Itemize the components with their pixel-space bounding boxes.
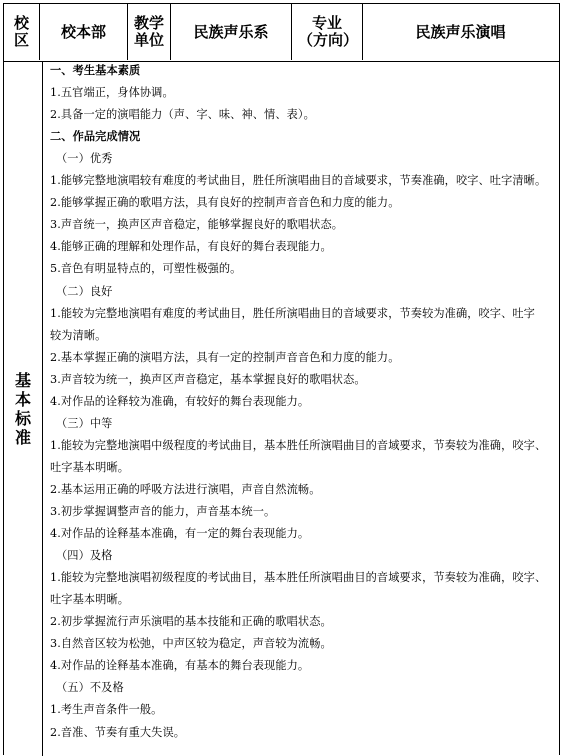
side-label-cell — [4, 62, 43, 756]
criteria-line: 吐字基本明晰。 — [50, 593, 130, 607]
criteria-line: 2.基本运用正确的呼吸方法进行演唱，声音自然流畅。 — [50, 482, 321, 496]
criteria-line: 2.能够掌握正确的歌唱方法，具有良好的控制声音音色和力度的能力。 — [50, 196, 400, 210]
criteria-line: 3.声音较为统一，换声区声音稳定，基本掌握良好的歌唱状态。 — [50, 372, 366, 386]
criteria-line: 3.初步掌握调整声音的能力，声音基本统一。 — [50, 505, 276, 518]
criteria-line: 2.初步掌握流行声乐演唱的基本技能和正确的歌唱状态。 — [50, 615, 332, 629]
campus-value: 校本部 — [40, 4, 128, 60]
unit-value: 民族声乐系 — [171, 4, 292, 60]
criteria-line: 3.声音统一，换声区声音稳定，能够掌握良好的歌唱状态。 — [50, 218, 344, 232]
criteria-line: 2.基本掌握正确的演唱方法，具有一定的控制声音音色和力度的能力。 — [50, 350, 400, 364]
criteria-line: 1.能较为完整地演唱初级程度的考试曲目，基本胜任所演唱曲目的音域要求，节奏较为准确，咬字、 — [50, 571, 547, 585]
grade-heading: （三）中等 — [56, 416, 113, 430]
unit-label: 教学单位 — [128, 4, 171, 60]
criteria-line: 吐字基本明晰。 — [50, 460, 130, 474]
section-heading: 一、考生基本素质 — [50, 64, 141, 77]
section-heading: 二、作品完成情况 — [50, 130, 141, 144]
criteria-line: 1.能够完整地演唱较有难度的考试曲目，胜任所演唱曲目的音域要求，节奏准确，咬字、吐字清晰。 — [50, 174, 547, 188]
criteria-line: 1.能较为完整地演唱中级程度的考试曲目，基本胜任所演唱曲目的音域要求，节奏较为准确，咬字、 — [50, 438, 547, 452]
grade-heading: （一）优秀 — [56, 152, 113, 166]
criteria-line: 4.对作品的诠释较为准确，有较好的舞台表现能力。 — [50, 394, 310, 408]
criteria-line: 1.考生声音条件一般。 — [50, 703, 163, 717]
criteria-line: 较为清晰。 — [50, 328, 107, 342]
campus-label: 校区 — [4, 4, 40, 60]
criteria-line: 4.对作品的诠释基本准确，有一定的舞台表现能力。 — [50, 527, 310, 541]
major-label: 专业（方向） — [292, 4, 363, 60]
side-label: 基本标准 — [14, 371, 31, 447]
criteria-line: 1.能较为完整地演唱有难度的考试曲目，胜任所演唱曲目的音域要求，节奏较为准确，咬字、吐字 — [50, 306, 535, 320]
criteria-line: 5.音色有明显特点的，可塑性极强的。 — [50, 262, 242, 276]
grade-heading: （二）良好 — [56, 284, 113, 298]
criteria-line: 2.具备一定的演唱能力（声、字、味、神、情、表）。 — [50, 108, 315, 122]
criteria-line: 3.自然音区较为松弛，中声区较为稳定，声音较为流畅。 — [50, 637, 332, 651]
criteria-line: 4.对作品的诠释基本准确，有基本的舞台表现能力。 — [50, 659, 310, 673]
criteria-line: 2.音准、节奏有重大失误。 — [50, 725, 186, 739]
grade-heading: （四）及格 — [56, 549, 113, 563]
criteria-line: 4.能够正确的理解和处理作品，有良好的舞台表现能力。 — [50, 240, 332, 254]
major-value: 民族声乐演唱 — [415, 22, 506, 41]
grade-heading: （五）不及格 — [56, 681, 124, 695]
header-row — [4, 4, 559, 62]
criteria-line: 1.五官端正，身体协调。 — [50, 86, 174, 100]
